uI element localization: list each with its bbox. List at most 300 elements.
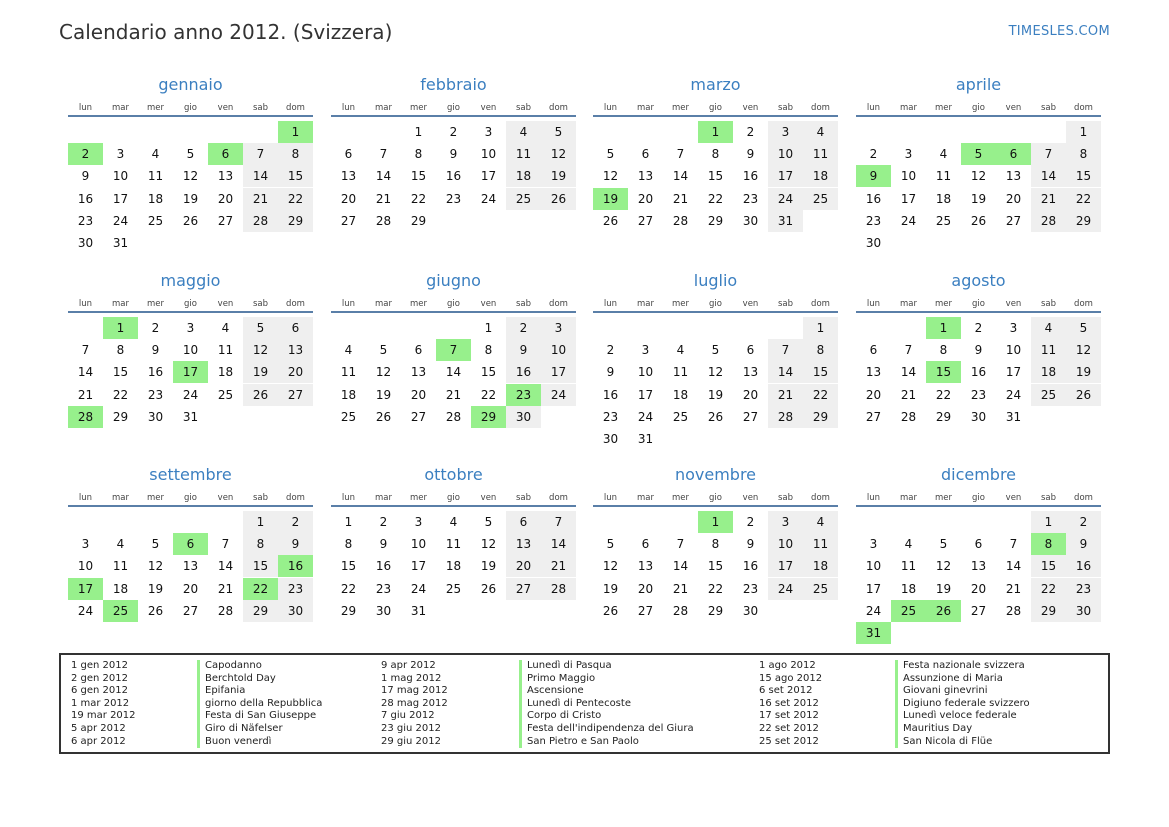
day-cell: 14 <box>243 165 278 187</box>
day-cell: 13 <box>742 365 759 380</box>
weekday-label: sab <box>1040 103 1057 113</box>
weekday-header <box>593 493 838 507</box>
day-cell: 8 <box>484 343 493 358</box>
month-name: febbraio <box>420 75 487 94</box>
day-cell: 6 <box>506 511 541 533</box>
day-cell: 29 <box>707 603 724 618</box>
day-cell: 7 <box>1031 143 1066 165</box>
weekday-label: dom <box>811 103 830 113</box>
day-cell: 17 <box>865 581 882 596</box>
day-cell: 5 <box>243 317 278 339</box>
day-cell: 23 <box>375 581 392 596</box>
day-cell: 17 <box>1005 365 1022 380</box>
day-cell: 23 <box>77 213 94 228</box>
weekday-header <box>856 493 1101 507</box>
holiday-day-cell: 22 <box>243 578 278 600</box>
day-cell: 20 <box>506 555 541 577</box>
day-cell: 16 <box>1066 555 1101 577</box>
day-cell: 3 <box>414 515 423 529</box>
day-cell: 9 <box>606 365 615 380</box>
day-cell: 26 <box>707 409 724 424</box>
weekday-header <box>593 103 838 117</box>
legend-holiday-date: 25 set 2012 <box>759 735 819 747</box>
weekday-label: lun <box>341 493 356 503</box>
day-cell: 12 <box>1066 339 1101 361</box>
holiday-day-cell: 25 <box>891 600 926 622</box>
weekday-label: gio <box>184 493 197 503</box>
day-cell: 4 <box>1031 317 1066 339</box>
day-cell: 10 <box>112 169 129 184</box>
day-cell: 23 <box>602 409 619 424</box>
day-cell: 19 <box>541 165 576 187</box>
day-cell: 2 <box>746 515 755 529</box>
day-cell: 4 <box>939 147 948 162</box>
weekday-label: gio <box>447 299 460 309</box>
day-cell: 19 <box>970 191 987 206</box>
legend-holiday-name: Mauritius Day <box>895 723 1030 736</box>
weekday-label: sab <box>252 299 269 309</box>
legend-holiday-date: 1 mag 2012 <box>381 672 442 684</box>
weekday-label: gio <box>972 299 985 309</box>
day-cell: 19 <box>147 581 164 596</box>
day-cell: 25 <box>217 387 234 402</box>
weekday-label: ven <box>480 299 497 309</box>
weekday-label: mar <box>637 493 654 503</box>
day-cell: 3 <box>641 343 650 358</box>
legend-holiday-name: Ascensione <box>519 685 694 698</box>
day-cell: 12 <box>970 169 987 184</box>
day-cell: 15 <box>340 559 357 574</box>
day-cell: 13 <box>970 559 987 574</box>
day-cell: 4 <box>803 121 838 143</box>
day-cell: 29 <box>243 600 278 622</box>
day-cell: 28 <box>1031 210 1066 232</box>
day-cell: 3 <box>869 537 878 552</box>
day-cell: 15 <box>278 165 313 187</box>
day-cell: 12 <box>375 365 392 380</box>
weekday-label: mer <box>671 103 689 113</box>
day-cell: 19 <box>182 191 199 206</box>
day-cell: 10 <box>865 559 882 574</box>
day-cell: 8 <box>414 147 423 162</box>
day-cell: 30 <box>970 409 987 424</box>
day-cell: 19 <box>602 581 619 596</box>
day-cell: 13 <box>637 559 654 574</box>
weekday-header <box>331 299 576 313</box>
day-cell: 26 <box>147 603 164 618</box>
weekday-header <box>68 103 313 117</box>
weekday-label: lun <box>603 103 618 113</box>
legend-holiday-date: 6 gen 2012 <box>71 685 129 697</box>
legend-holiday-date: 16 set 2012 <box>759 697 819 709</box>
legend-holiday-name: Berchtold Day <box>197 673 322 686</box>
day-cell: 1 <box>414 125 423 139</box>
weekday-label: mar <box>375 299 392 309</box>
day-cell: 15 <box>707 559 724 574</box>
day-cell: 25 <box>803 188 838 210</box>
weekday-label: lun <box>78 299 93 309</box>
month-name: agosto <box>951 271 1006 290</box>
holiday-day-cell: 15 <box>926 361 961 383</box>
holiday-day-cell: 25 <box>103 600 138 622</box>
day-cell: 20 <box>410 387 427 402</box>
day-cell: 30 <box>865 236 882 250</box>
day-cell: 2 <box>278 511 313 533</box>
month-name: luglio <box>693 271 738 290</box>
day-cell: 5 <box>186 147 195 162</box>
day-cell: 30 <box>375 603 392 618</box>
day-cell: 12 <box>602 169 619 184</box>
day-cell: 21 <box>768 384 803 406</box>
weekday-label: mar <box>900 299 917 309</box>
day-cell: 16 <box>602 387 619 402</box>
day-cell: 11 <box>340 365 357 380</box>
weekday-label: dom <box>1074 299 1093 309</box>
day-cell: 27 <box>1005 213 1022 228</box>
day-cell: 28 <box>243 210 278 232</box>
day-cell: 19 <box>480 559 497 574</box>
holiday-day-cell: 28 <box>68 406 103 428</box>
weekday-label: gio <box>447 493 460 503</box>
weekday-label: sab <box>515 493 532 503</box>
day-cell: 30 <box>742 213 759 228</box>
day-cell: 19 <box>243 361 278 383</box>
day-cell: 6 <box>974 537 983 552</box>
day-cell: 27 <box>637 213 654 228</box>
legend-holiday-date: 1 gen 2012 <box>71 660 129 671</box>
holiday-legend <box>59 653 1110 754</box>
day-cell: 22 <box>803 384 838 406</box>
day-cell: 24 <box>768 578 803 600</box>
weekday-label: lun <box>866 493 881 503</box>
day-cell: 2 <box>449 125 458 139</box>
day-cell: 10 <box>1005 343 1022 358</box>
month-name: gennaio <box>158 75 223 94</box>
day-cell: 20 <box>865 387 882 402</box>
day-cell: 7 <box>676 537 685 552</box>
weekday-label: gio <box>184 103 197 113</box>
holiday-day-cell: 6 <box>996 143 1031 165</box>
day-cell: 24 <box>182 387 199 402</box>
day-cell: 31 <box>768 210 803 232</box>
site-link[interactable]: TIMESLES.COM <box>1008 24 1110 39</box>
legend-holiday-name: Corpo di Cristo <box>519 710 694 723</box>
day-cell: 6 <box>746 343 755 358</box>
legend-holiday-date: 29 giu 2012 <box>381 735 441 747</box>
month-name: novembre <box>674 465 757 484</box>
holiday-day-cell: 16 <box>278 555 313 577</box>
month-name: maggio <box>160 271 221 290</box>
day-cell: 13 <box>278 339 313 361</box>
day-cell: 29 <box>340 603 357 618</box>
day-cell: 5 <box>939 537 948 552</box>
day-cell: 27 <box>182 603 199 618</box>
day-cell: 18 <box>506 165 541 187</box>
day-cell: 2 <box>379 515 388 529</box>
day-cell: 17 <box>900 191 917 206</box>
day-cell: 29 <box>112 409 129 424</box>
day-cell: 20 <box>217 191 234 206</box>
day-cell: 10 <box>77 559 94 574</box>
day-cell: 9 <box>379 537 388 552</box>
day-cell: 10 <box>182 343 199 358</box>
day-cell: 30 <box>1066 600 1101 622</box>
day-cell: 9 <box>506 339 541 361</box>
day-cell: 24 <box>900 213 917 228</box>
holiday-day-cell: 23 <box>506 384 541 406</box>
day-cell: 3 <box>484 125 493 139</box>
day-cell: 27 <box>865 409 882 424</box>
day-cell: 11 <box>672 365 689 380</box>
day-cell: 21 <box>900 387 917 402</box>
day-cell: 16 <box>445 169 462 184</box>
day-cell: 7 <box>904 343 913 358</box>
weekday-label: mar <box>112 299 129 309</box>
day-cell: 4 <box>116 537 125 552</box>
day-cell: 25 <box>147 213 164 228</box>
day-cell: 30 <box>506 406 541 428</box>
day-cell: 20 <box>182 581 199 596</box>
day-cell: 8 <box>939 343 948 358</box>
weekday-label: mar <box>900 103 917 113</box>
legend-holiday-name: Festa dell'indipendenza del Giura <box>519 723 694 736</box>
legend-holiday-name: Giovani ginevrini <box>895 685 1030 698</box>
day-cell: 4 <box>151 147 160 162</box>
weekday-label: ven <box>480 103 497 113</box>
day-cell: 29 <box>278 210 313 232</box>
legend-names-2 <box>519 660 694 748</box>
weekday-label: sab <box>777 299 794 309</box>
legend-holiday-name: San Nicola di Flüe <box>895 736 1030 749</box>
day-cell: 20 <box>340 191 357 206</box>
day-cell: 24 <box>768 188 803 210</box>
day-cell: 22 <box>1031 578 1066 600</box>
legend-holiday-date: 17 set 2012 <box>759 710 819 722</box>
weekday-label: ven <box>217 299 234 309</box>
day-cell: 25 <box>445 581 462 596</box>
day-cell: 13 <box>217 169 234 184</box>
day-cell: 23 <box>742 581 759 596</box>
day-cell: 16 <box>742 559 759 574</box>
day-cell: 18 <box>445 559 462 574</box>
day-cell: 12 <box>243 339 278 361</box>
weekday-label: mer <box>146 493 164 503</box>
legend-holiday-date: 5 apr 2012 <box>71 722 126 734</box>
weekday-label: sab <box>252 103 269 113</box>
day-cell: 27 <box>637 603 654 618</box>
day-cell: 11 <box>112 559 129 574</box>
day-cell: 8 <box>344 537 353 552</box>
weekday-label: lun <box>603 299 618 309</box>
legend-holiday-name: Capodanno <box>197 660 322 673</box>
weekday-label: mer <box>934 103 952 113</box>
day-cell: 9 <box>449 147 458 162</box>
weekday-label: sab <box>515 299 532 309</box>
day-cell: 14 <box>672 559 689 574</box>
weekday-label: sab <box>1040 299 1057 309</box>
weekday-header <box>68 493 313 507</box>
day-cell: 17 <box>480 169 497 184</box>
day-cell: 14 <box>900 365 917 380</box>
day-cell: 22 <box>707 191 724 206</box>
day-cell: 12 <box>182 169 199 184</box>
day-cell: 14 <box>217 559 234 574</box>
day-cell: 15 <box>707 169 724 184</box>
weekday-label: mar <box>900 493 917 503</box>
day-cell: 4 <box>344 343 353 358</box>
weekday-label: gio <box>709 493 722 503</box>
day-cell: 30 <box>77 236 94 250</box>
day-cell: 21 <box>541 555 576 577</box>
weekday-label: lun <box>603 493 618 503</box>
day-cell: 24 <box>541 384 576 406</box>
weekday-label: mer <box>671 493 689 503</box>
day-cell: 4 <box>221 321 230 335</box>
day-cell: 18 <box>935 191 952 206</box>
day-cell: 1 <box>1031 511 1066 533</box>
day-cell: 31 <box>112 236 129 250</box>
legend-holiday-date: 7 giu 2012 <box>381 710 435 722</box>
legend-dates-2 <box>381 660 448 748</box>
day-cell: 23 <box>1066 578 1101 600</box>
weekday-header <box>331 103 576 117</box>
day-cell: 26 <box>602 603 619 618</box>
weekday-label: lun <box>341 299 356 309</box>
holiday-day-cell: 2 <box>68 143 103 165</box>
day-cell: 23 <box>970 387 987 402</box>
day-cell: 7 <box>379 147 388 162</box>
day-cell: 11 <box>506 143 541 165</box>
holiday-day-cell: 8 <box>1031 533 1066 555</box>
day-cell: 31 <box>637 432 654 446</box>
day-cell: 6 <box>641 537 650 552</box>
day-cell: 31 <box>1005 409 1022 424</box>
day-cell: 20 <box>637 191 654 206</box>
day-cell: 22 <box>340 581 357 596</box>
legend-holiday-name: Digiuno federale svizzero <box>895 698 1030 711</box>
day-cell: 18 <box>1031 361 1066 383</box>
weekday-label: gio <box>972 493 985 503</box>
day-cell: 22 <box>112 387 129 402</box>
day-cell: 11 <box>445 537 462 552</box>
weekday-label: mer <box>934 299 952 309</box>
day-cell: 26 <box>541 188 576 210</box>
day-cell: 18 <box>217 365 234 380</box>
weekday-label: lun <box>78 493 93 503</box>
holiday-day-cell: 31 <box>856 622 891 644</box>
day-cell: 13 <box>340 169 357 184</box>
holiday-day-cell: 1 <box>278 121 313 143</box>
month-name: settembre <box>149 465 232 484</box>
weekday-header <box>856 103 1101 117</box>
day-cell: 14 <box>1031 165 1066 187</box>
day-cell: 5 <box>1066 317 1101 339</box>
day-cell: 28 <box>375 213 392 228</box>
day-cell: 8 <box>803 339 838 361</box>
day-cell: 18 <box>803 555 838 577</box>
month-name: aprile <box>955 75 1002 94</box>
day-cell: 22 <box>935 387 952 402</box>
weekday-label: mar <box>637 299 654 309</box>
day-cell: 21 <box>672 581 689 596</box>
day-cell: 30 <box>742 603 759 618</box>
day-cell: 30 <box>602 432 619 446</box>
day-cell: 7 <box>1009 537 1018 552</box>
day-cell: 18 <box>147 191 164 206</box>
day-cell: 23 <box>278 578 313 600</box>
day-cell: 28 <box>900 409 917 424</box>
day-cell: 31 <box>410 603 427 618</box>
day-cell: 20 <box>278 361 313 383</box>
weekday-header <box>331 493 576 507</box>
weekday-label: mer <box>146 103 164 113</box>
day-cell: 16 <box>147 365 164 380</box>
day-cell: 20 <box>742 387 759 402</box>
weekday-label: mer <box>671 299 689 309</box>
day-cell: 27 <box>217 213 234 228</box>
day-cell: 3 <box>186 321 195 335</box>
day-cell: 16 <box>77 191 94 206</box>
day-cell: 23 <box>147 387 164 402</box>
weekday-label: mar <box>112 493 129 503</box>
day-cell: 22 <box>707 581 724 596</box>
holiday-day-cell: 26 <box>926 600 961 622</box>
day-cell: 15 <box>1066 165 1101 187</box>
weekday-label: ven <box>1005 299 1022 309</box>
day-cell: 8 <box>1066 143 1101 165</box>
weekday-label: sab <box>777 493 794 503</box>
day-cell: 15 <box>1031 555 1066 577</box>
weekday-label: dom <box>549 103 568 113</box>
day-cell: 3 <box>1009 321 1018 335</box>
day-cell: 2 <box>151 321 160 335</box>
day-cell: 9 <box>974 343 983 358</box>
day-cell: 27 <box>410 409 427 424</box>
day-cell: 13 <box>1005 169 1022 184</box>
day-cell: 24 <box>1005 387 1022 402</box>
day-cell: 22 <box>480 387 497 402</box>
legend-holiday-name: Lunedì di Pentecoste <box>519 698 694 711</box>
day-cell: 5 <box>711 343 720 358</box>
day-cell: 30 <box>147 409 164 424</box>
weekday-header <box>593 299 838 313</box>
legend-holiday-date: 1 mar 2012 <box>71 697 130 709</box>
day-cell: 21 <box>672 191 689 206</box>
day-cell: 6 <box>414 343 423 358</box>
weekday-label: mer <box>409 493 427 503</box>
day-cell: 3 <box>116 147 125 162</box>
day-cell: 18 <box>803 165 838 187</box>
day-cell: 28 <box>541 578 576 600</box>
weekday-label: mar <box>637 103 654 113</box>
legend-holiday-name: Lunedì veloce federale <box>895 710 1030 723</box>
day-cell: 3 <box>81 537 90 552</box>
holiday-day-cell: 1 <box>698 511 733 533</box>
weekday-label: sab <box>777 103 794 113</box>
weekday-label: mer <box>934 493 952 503</box>
day-cell: 26 <box>375 409 392 424</box>
day-cell: 23 <box>742 191 759 206</box>
day-cell: 6 <box>641 147 650 162</box>
day-cell: 7 <box>676 147 685 162</box>
legend-dates-3 <box>759 660 822 748</box>
day-cell: 5 <box>606 537 615 552</box>
weekday-label: gio <box>972 103 985 113</box>
day-cell: 11 <box>147 169 164 184</box>
weekday-label: gio <box>709 103 722 113</box>
day-cell: 23 <box>445 191 462 206</box>
day-cell: 3 <box>768 511 803 533</box>
